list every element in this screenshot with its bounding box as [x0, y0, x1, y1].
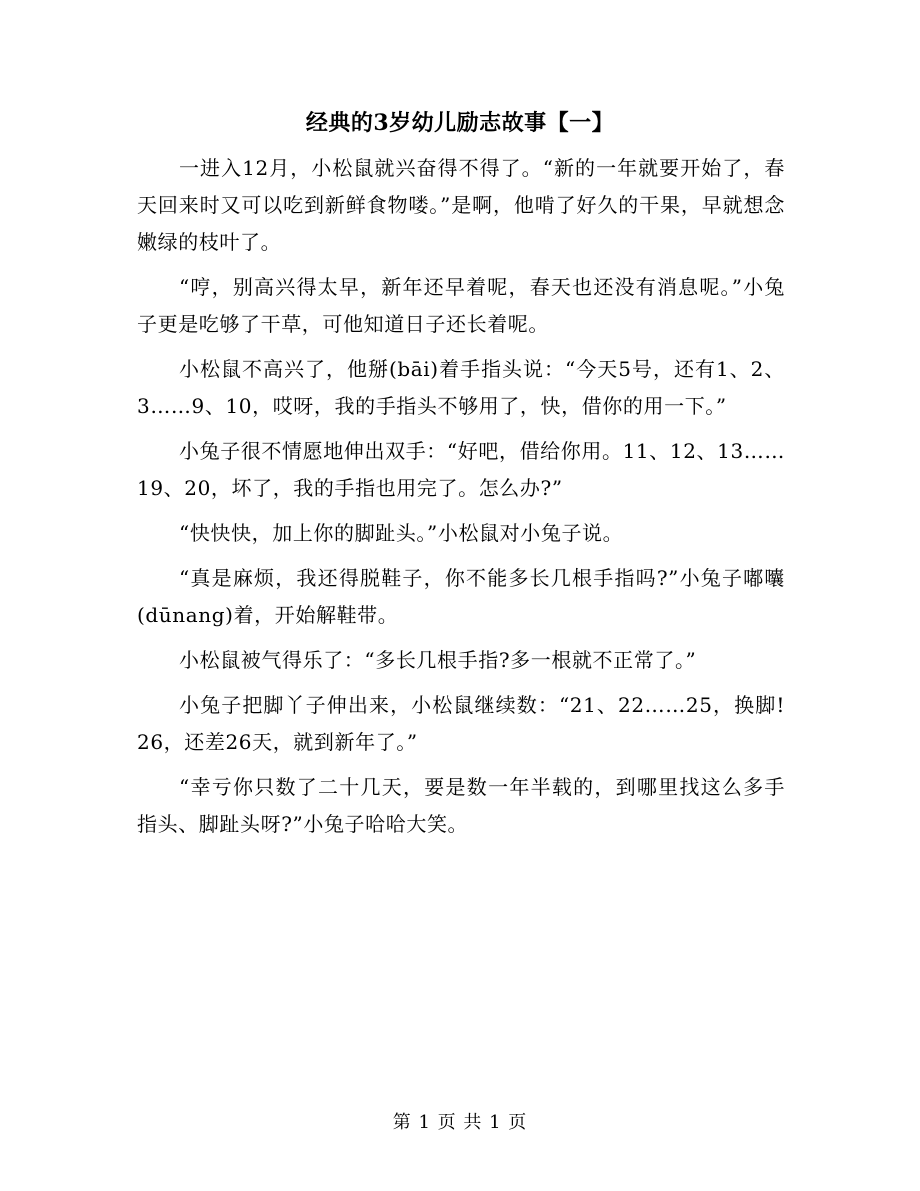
page-footer: 第 1 页 共 1 页 — [392, 1112, 528, 1133]
paragraph-3: 小松鼠不高兴了，他掰(bāi)着手指头说：“今天5号，还有1、2、3……9、10，哎呀，我的手指头不够用了，快，借你的用一下。” — [137, 357, 785, 418]
paragraph-5: “快快快，加上你的脚趾头。”小松鼠对小兔子说。 — [179, 521, 624, 545]
paragraph-8: 小兔子把脚丫子伸出来，小松鼠继续数：“21、22……25，换脚!26，还差26天，就到新年了。” — [137, 693, 785, 754]
paragraph-6: “真是麻烦，我还得脱鞋子，你不能多长几根手指吗?”小兔子嘟囔(dūnang)着，开始解鞋带。 — [137, 566, 785, 627]
paragraph-1: 一进入12月，小松鼠就兴奋得不得了。“新的一年就要开始了，春天回来时又可以吃到新鲜食物喽。”是啊，他啃了好久的干果，早就想念嫩绿的枝叶了。 — [137, 156, 785, 254]
document-title: 经典的3岁幼儿励志故事【一】 — [305, 110, 615, 136]
paragraph-9: “幸亏你只数了二十几天，要是数一年半载的，到哪里找这么多手指头、脚趾头呀?”小兔子哈哈大笑。 — [137, 775, 785, 836]
paragraph-7: 小松鼠被气得乐了：“多长几根手指?多一根就不正常了。” — [179, 648, 697, 672]
paragraph-2: “哼，别高兴得太早，新年还早着呢，春天也还没有消息呢。”小兔子更是吃够了干草，可他知道日子还长着呢。 — [137, 275, 785, 336]
document-body — [137, 150, 785, 851]
paragraph-4: 小兔子很不情愿地伸出双手：“好吧，借给你用。11、12、13……19、20，坏了，我的手指也用完了。怎么办?” — [137, 439, 785, 500]
